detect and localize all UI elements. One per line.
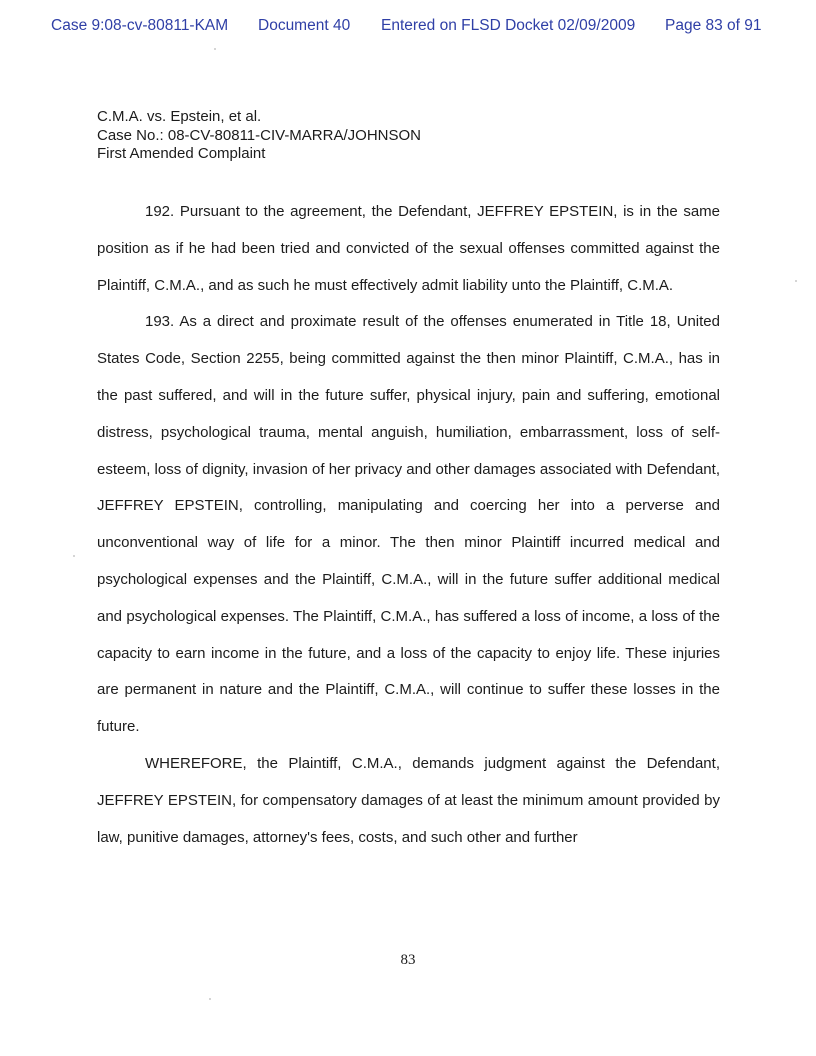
caption-parties: C.M.A. vs. Epstein, et al. [97,108,262,125]
scan-speck [73,555,75,557]
complaint-body [97,194,720,856]
caption-document-title: First Amended Complaint [97,145,266,162]
scan-speck [795,280,797,282]
docket-document: Document 40 [258,17,351,34]
docket-case-number: Case 9:08-cv-80811-KAM [51,17,229,34]
page-number: 83 [400,952,416,968]
paragraph-193: 193. As a direct and proximate result of the offenses enumerated in Title 18, United States Code, Section 2255, being committed against the then minor Plaintiff, C.M.A., has in the past suffered, and will in the future suffer, physical injury, pain and suffering, emotional distress, psychological trauma, mental anguish, humiliation, embarrassment, loss of self-esteem, loss of dignity, invasion of her privacy and other damages associated with Defendant, JEFFREY EPSTEIN, controlling, manipulating and coercing her into a perverse and unconventional way of life for a minor. The then minor Plaintiff incurred medical and psychological expenses and the Plaintiff, C.M.A., will in the future suffer additional medical and psychological expenses. The Plaintiff, C.M.A., has suffered a loss of income, a loss of the capacity to earn income in the future, and a loss of the capacity to enjoy life. These injuries are permanent in nature and the Plaintiff, C.M.A., will continue to suffer these losses in the future. [97,313,720,736]
scan-speck [209,998,211,1000]
paragraph-wherefore: WHEREFORE, the Plaintiff, C.M.A., demands judgment against the Defendant, JEFFREY EPSTEIN, for compensatory damages of at least the minimum amount provided by law, punitive damages, attorney's fees, costs, and such other and further [97,754,720,846]
docket-page: Page 83 of 91 [665,17,762,34]
caption-case-number: Case No.: 08-CV-80811-CIV-MARRA/JOHNSON [97,126,421,144]
docket-header [0,17,816,39]
case-caption [97,108,421,164]
scan-speck [214,48,216,50]
docket-entered: Entered on FLSD Docket 02/09/2009 [381,17,636,34]
paragraph-192: 192. Pursuant to the agreement, the Defendant, JEFFREY EPSTEIN, is in the same position as if he had been tried and convicted of the sexual offenses committed against the Plaintiff, C.M.A., and as such he must effectively admit liability unto the Plaintiff, C.M.A. [97,203,720,294]
